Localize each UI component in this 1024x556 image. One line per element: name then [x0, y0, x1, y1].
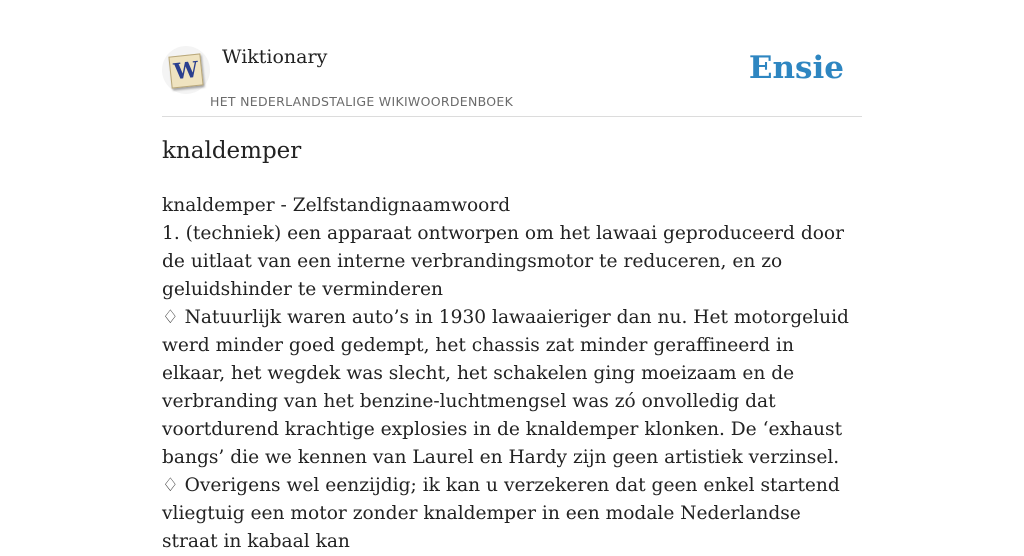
- entry-example: ♢ Natuurlijk waren auto’s in 1930 lawaaieriger dan nu. Het motorgeluid werd minder goed gedempt, het chassis zat minder geraffineerd in elkaar, het wegdek was slecht, het schakelen ging moeizaam en de verbranding van het benzine-luchtmengsel was zó onvolledig dat voortdurend krachtige explosies in de knaldemper klonken. De ‘exhaust bangs’ die we kennen van Laurel en Hardy zijn geen artistiek verzinsel.: [162, 307, 849, 468]
- site-tagline: HET NEDERLANDSTALIGE WIKIWOORDENBOEK: [210, 94, 514, 109]
- dictionary-entry: [162, 192, 862, 556]
- entry-example: ♢ Overigens wel eenzijdig; ik kan u verzekeren dat geen enkel startend vliegtuig een motor zonder knaldemper in een modale Nederlandse straat in kabaal kan: [162, 475, 840, 552]
- ensie-brand-logo[interactable]: Ensie: [748, 50, 844, 86]
- wiktionary-tile-icon: W: [168, 53, 203, 88]
- page-container: [162, 0, 862, 552]
- site-name-link[interactable]: Wiktionary: [222, 46, 328, 68]
- wiktionary-logo[interactable]: [162, 46, 210, 94]
- site-header: [162, 0, 862, 117]
- entry-definition: 1. (techniek) een apparaat ontworpen om het lawaai geproduceerd door de uitlaat van een interne verbrandingsmotor te reduceren, en zo geluidshinder te verminderen: [162, 223, 845, 300]
- entry-heading: knaldemper - Zelfstandignaamwoord: [162, 195, 511, 216]
- page-title: knaldemper: [162, 138, 302, 164]
